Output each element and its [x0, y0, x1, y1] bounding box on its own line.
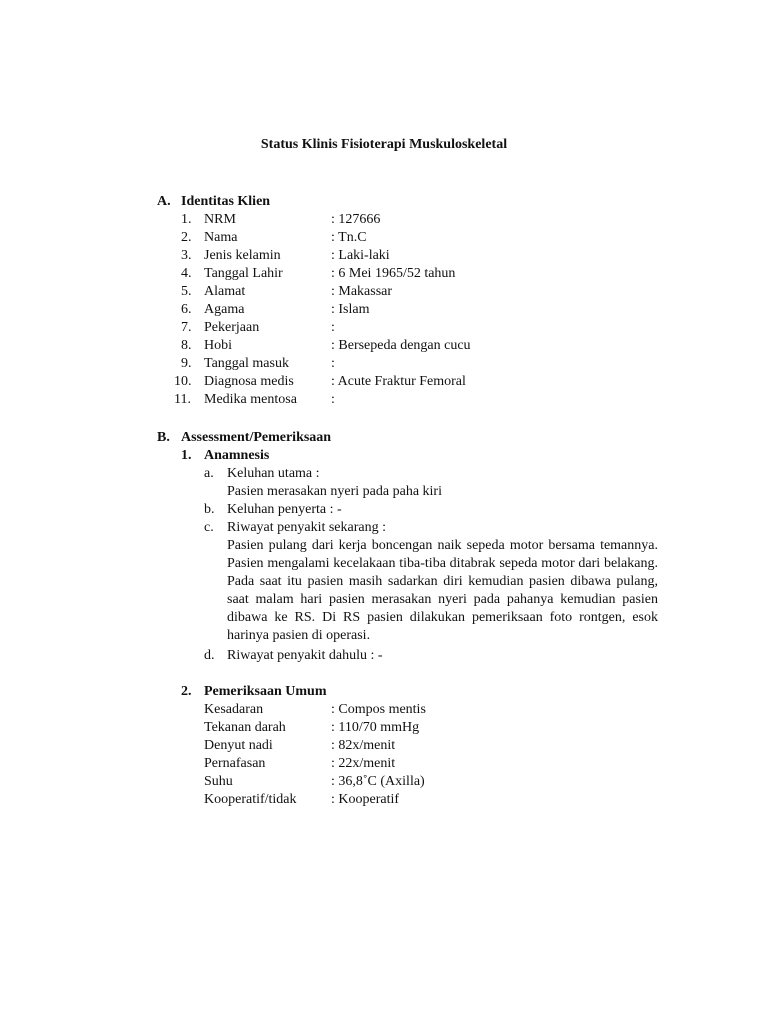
row-label: Diagnosa medis: [204, 374, 294, 389]
row-label: Jenis kelamin: [204, 248, 281, 263]
vitals-row: [0, 701, 768, 719]
vitals-row: [0, 755, 768, 773]
pemeriksaan-umum-heading: Pemeriksaan Umum: [204, 684, 327, 699]
row-value: :: [331, 320, 335, 335]
riwayat-dahulu-label: Riwayat penyakit dahulu : -: [227, 648, 383, 663]
identity-row: [0, 373, 768, 391]
row-label: Tanggal masuk: [204, 356, 289, 371]
vitals-label: Denyut nadi: [204, 738, 273, 753]
vitals-value: : Kooperatif: [331, 792, 400, 807]
pemeriksaan-umum-number: 2.: [181, 684, 192, 699]
vitals-value: : 22x/menit: [331, 756, 396, 771]
row-label: Alamat: [204, 284, 246, 299]
row-value: : 127666: [331, 212, 381, 227]
row-value: : 6 Mei 1965/52 tahun: [331, 266, 456, 281]
vitals-label: Pernafasan: [204, 756, 266, 771]
vitals-value: : 82x/menit: [331, 738, 396, 753]
vitals-label: Kooperatif/tidak: [204, 792, 297, 807]
vitals-label: Tekanan darah: [204, 720, 286, 735]
identity-row: [0, 301, 768, 319]
riwayat-sekarang-paragraph: Pasien pulang dari kerja boncengan naik sepeda motor bersama temannya. Pasien mengalami kecelakaan tiba-tiba ditabrak sepeda motor dari belakang. Pada saat itu pasien masih sadarkan diri kemudian pasien dibawa pulang, saat malam hari pasien merasakan nyeri pada pahanya kemudian pasien dibawa ke RS. Di RS pasien dilakukan pemeriksaan foto rontgen, esok harinya pasien di operasi.: [227, 538, 658, 643]
anamnesis-heading: Anamnesis: [204, 448, 270, 463]
row-value: : Laki-laki: [331, 248, 390, 263]
vitals-row: [0, 773, 768, 791]
item-c-marker: c.: [204, 520, 214, 535]
row-label: Pekerjaan: [204, 320, 260, 335]
row-number: 2.: [181, 230, 192, 245]
vitals-label: Suhu: [204, 774, 233, 789]
row-value: :: [331, 392, 335, 407]
identity-row: [0, 337, 768, 355]
row-value: : Tn.C: [331, 230, 367, 245]
page-title: Status Klinis Fisioterapi Muskuloskeletal: [260, 137, 508, 152]
row-number: 3.: [181, 248, 192, 263]
vitals-value: : 36,8˚C (Axilla): [331, 774, 425, 789]
identity-row: [0, 211, 768, 229]
row-value: : Acute Fraktur Femoral: [331, 374, 466, 389]
identity-row: [0, 229, 768, 247]
row-value: :: [331, 356, 335, 371]
item-a-marker: a.: [204, 466, 214, 481]
row-value: : Makassar: [331, 284, 393, 299]
row-number: 5.: [181, 284, 192, 299]
row-value: : Islam: [331, 302, 370, 317]
vitals-row: [0, 719, 768, 737]
row-number: 7.: [181, 320, 192, 335]
row-value: : Bersepeda dengan cucu: [331, 338, 471, 353]
vitals-row: [0, 791, 768, 809]
vitals-value: : 110/70 mmHg: [331, 720, 420, 735]
section-a-marker: A.: [157, 194, 171, 209]
row-label: NRM: [204, 212, 236, 227]
identity-row: [0, 283, 768, 301]
row-number: 1.: [181, 212, 192, 227]
identity-row: [0, 247, 768, 265]
keluhan-utama-label: Keluhan utama :: [227, 466, 320, 481]
row-label: Hobi: [204, 338, 232, 353]
vitals-row: [0, 737, 768, 755]
keluhan-utama-text: Pasien merasakan nyeri pada paha kiri: [227, 484, 442, 499]
row-number: 4.: [181, 266, 192, 281]
riwayat-sekarang-label: Riwayat penyakit sekarang :: [227, 520, 387, 535]
identity-row: [0, 319, 768, 337]
row-number: 8.: [181, 338, 192, 353]
item-b-marker: b.: [204, 502, 215, 517]
keluhan-penyerta-label: Keluhan penyerta : -: [227, 502, 342, 517]
row-label: Agama: [204, 302, 245, 317]
identity-row: [0, 265, 768, 283]
row-label: Medika mentosa: [204, 392, 297, 407]
row-number: 10.: [174, 374, 192, 389]
vitals-value: : Compos mentis: [331, 702, 426, 717]
row-number: 6.: [181, 302, 192, 317]
row-label: Nama: [204, 230, 238, 245]
identity-row: [0, 391, 768, 409]
section-b-heading: Assessment/Pemeriksaan: [181, 430, 332, 445]
section-b-marker: B.: [157, 430, 170, 445]
section-a-heading: Identitas Klien: [181, 194, 271, 209]
row-number: 9.: [181, 356, 192, 371]
item-d-marker: d.: [204, 648, 215, 663]
identity-row: [0, 355, 768, 373]
row-label: Tanggal Lahir: [204, 266, 283, 281]
row-number: 11.: [174, 392, 191, 407]
vitals-label: Kesadaran: [204, 702, 264, 717]
anamnesis-number: 1.: [181, 448, 192, 463]
